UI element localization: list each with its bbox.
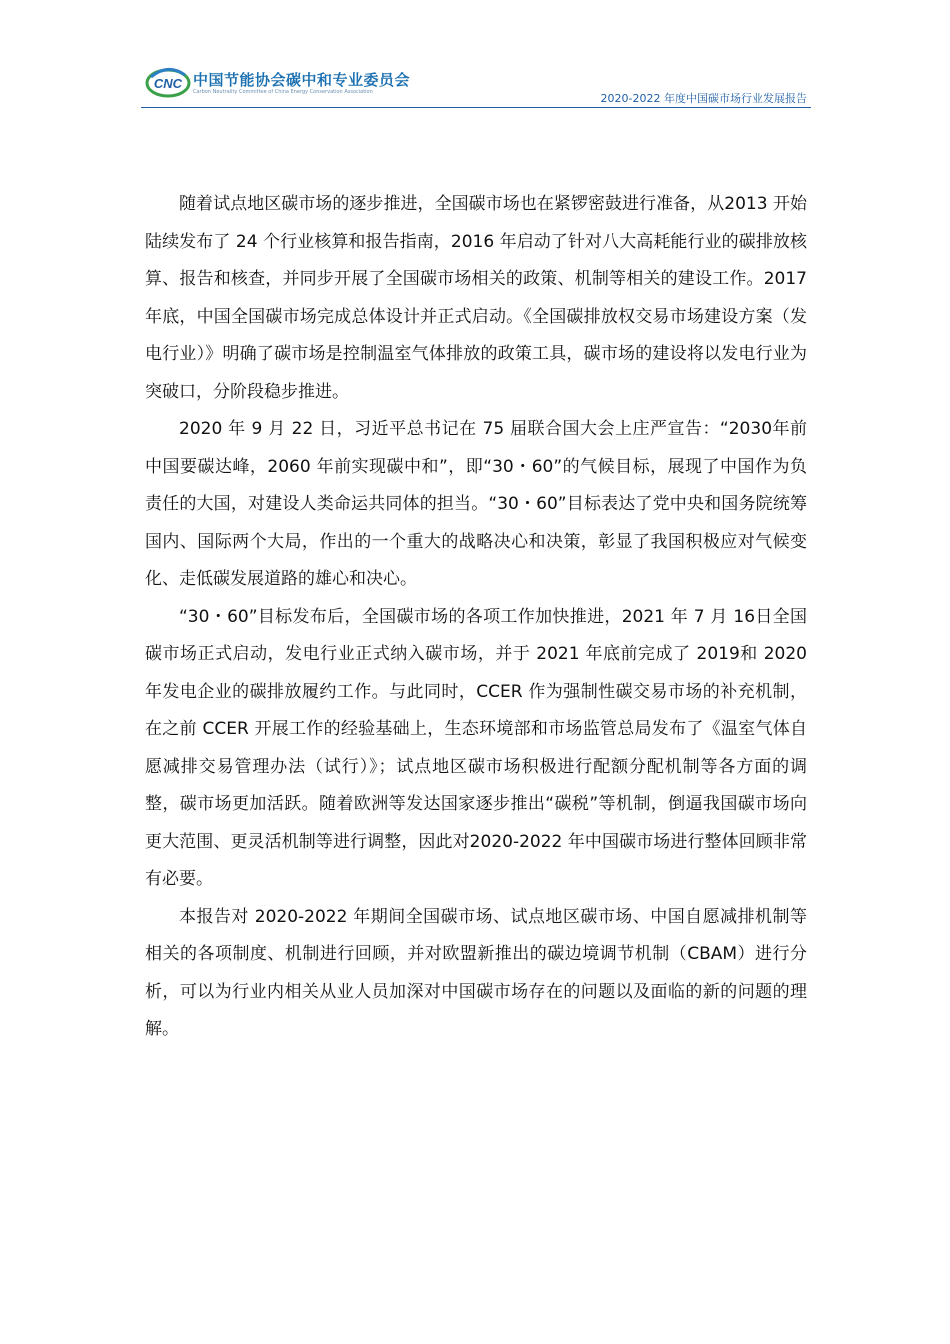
paragraph-4: 本报告对 2020-2022 年期间全国碳市场、试点地区碳市场、中国自愿减排机制等相关的各项制度、机制进行回顾，并对欧盟新推出的碳边境调节机制（CBAM）进行分析，可以为行业内相关从业人员加深对中国碳市场存在的问题以及面临的新的问题的理解。	[145, 906, 807, 1039]
header-divider	[141, 107, 811, 108]
logo-text: CNC	[153, 76, 183, 91]
paragraph-1: 随着试点地区碳市场的逐步推进，全国碳市场也在紧锣密鼓进行准备，从2013 开始陆续发布了 24 个行业核算和报告指南，2016 年启动了针对八大高耗能行业的碳排放核算、报告和核查，并同步开展了全国碳市场相关的政策、机制等相关的建设工作。2017 年底，中国全国碳市场完成总体设计并正式启动。《全国碳排放权交易市场建设方案（发电行业）》明确了碳市场是控制温室气体排放的政策工具，碳市场的建设将以发电行业为突破口，分阶段稳步推进。	[145, 194, 807, 402]
organization-name-english: Carbon Neutrality Committee of China Energy Conservation Association	[193, 89, 373, 95]
report-title: 2020-2022 年度中国碳市场行业发展报告	[600, 92, 807, 105]
paragraph-3: “30・60”目标发布后，全国碳市场的各项工作加快推进，2021 年 7 月 16日全国碳市场正式启动，发电行业正式纳入碳市场，并于 2021 年底前完成了 2019和 2020 年发电企业的碳排放履约工作。与此同时，CCER 作为强制性碳交易市场的补充机制，在之前 CCER 开展工作的经验基础上，生态环境部和市场监管总局发布了《温室气体自愿减排交易管理办法（试行）》；试点地区碳市场积极进行配额分配机制等各方面的调整，碳市场更加活跃。随着欧洲等发达国家逐步推出“碳税”等机制，倒逼我国碳市场向更大范围、更灵活机制等进行调整，因此对2020-2022 年中国碳市场进行整体回顾非常有必要。	[145, 606, 807, 889]
document-body	[145, 186, 807, 1049]
paragraph-2: 2020 年 9 月 22 日，习近平总书记在 75 届联合国大会上庄严宣告：“2030年前中国要碳达峰，2060 年前实现碳中和”，即“30・60”的气候目标，展现了中国作为负责任的大国，对建设人类命运共同体的担当。“30・60”目标表达了党中央和国务院统筹国内、国际两个大局，作出的一个重大的战略决心和决策，彰显了我国积极应对气候变化、走低碳发展道路的雄心和决心。	[145, 419, 807, 589]
page-header	[141, 58, 811, 108]
organization-name: 中国节能协会碳中和专业委员会	[193, 71, 411, 89]
cnc-logo	[145, 63, 191, 101]
